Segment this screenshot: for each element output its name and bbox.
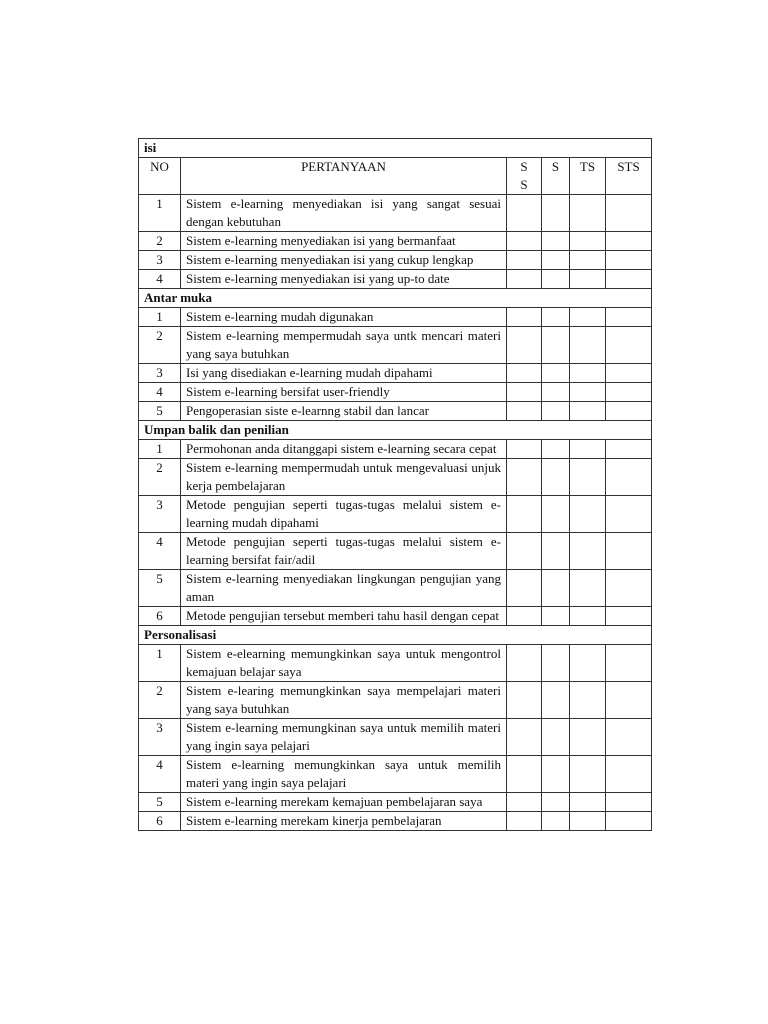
answer-cell-sts[interactable] [606, 195, 652, 232]
header-s: S [542, 158, 570, 195]
answer-cell-ts[interactable] [570, 793, 606, 812]
answer-cell-sts[interactable] [606, 793, 652, 812]
answer-cell-ss[interactable] [507, 719, 542, 756]
answer-cell-s[interactable] [542, 327, 570, 364]
answer-cell-s[interactable] [542, 812, 570, 831]
section-title: Personalisasi [139, 626, 652, 645]
item-number: 4 [139, 270, 181, 289]
answer-cell-sts[interactable] [606, 682, 652, 719]
item-question: Metode pengujian seperti tugas-tugas melalui sistem e-learning mudah dipahami [181, 496, 507, 533]
item-number: 2 [139, 682, 181, 719]
item-question: Metode pengujian seperti tugas-tugas melalui sistem e-learning bersifat fair/adil [181, 533, 507, 570]
table-row [139, 570, 652, 607]
item-number: 5 [139, 570, 181, 607]
answer-cell-s[interactable] [542, 682, 570, 719]
answer-cell-sts[interactable] [606, 496, 652, 533]
answer-cell-ss[interactable] [507, 607, 542, 626]
header-ts: TS [570, 158, 606, 195]
answer-cell-s[interactable] [542, 402, 570, 421]
answer-cell-s[interactable] [542, 645, 570, 682]
header-ss [507, 158, 542, 195]
item-question: Pengoperasian siste e-learnng stabil dan lancar [181, 402, 507, 421]
answer-cell-ss[interactable] [507, 440, 542, 459]
answer-cell-ts[interactable] [570, 607, 606, 626]
item-number: 2 [139, 232, 181, 251]
item-question: Sistem e-learning menyediakan isi yang bermanfaat [181, 232, 507, 251]
item-question: Metode pengujian tersebut memberi tahu hasil dengan cepat [181, 607, 507, 626]
table-row [139, 270, 652, 289]
answer-cell-s[interactable] [542, 364, 570, 383]
item-number: 3 [139, 719, 181, 756]
item-question: Sistem e-learning menyediakan isi yang cukup lengkap [181, 251, 507, 270]
answer-cell-ss[interactable] [507, 812, 542, 831]
answer-cell-ss[interactable] [507, 756, 542, 793]
answer-cell-sts[interactable] [606, 232, 652, 251]
table-row [139, 496, 652, 533]
answer-cell-ss[interactable] [507, 195, 542, 232]
table-row [139, 756, 652, 793]
item-question: Sistem e-learning mempermudah untuk mengevaluasi unjuk kerja pembelajaran [181, 459, 507, 496]
answer-cell-sts[interactable] [606, 812, 652, 831]
table-row [139, 383, 652, 402]
answer-cell-sts[interactable] [606, 440, 652, 459]
answer-cell-ss[interactable] [507, 793, 542, 812]
answer-cell-ts[interactable] [570, 719, 606, 756]
answer-cell-ts[interactable] [570, 251, 606, 270]
item-number: 4 [139, 383, 181, 402]
section-header-row [139, 139, 652, 158]
item-number: 1 [139, 195, 181, 232]
answer-cell-ts[interactable] [570, 682, 606, 719]
answer-cell-sts[interactable] [606, 364, 652, 383]
answer-cell-s[interactable] [542, 383, 570, 402]
section-header-row [139, 626, 652, 645]
answer-cell-ss[interactable] [507, 270, 542, 289]
section-title: isi [139, 139, 652, 158]
item-number: 5 [139, 793, 181, 812]
answer-cell-sts[interactable] [606, 533, 652, 570]
answer-cell-ts[interactable] [570, 308, 606, 327]
answer-cell-sts[interactable] [606, 645, 652, 682]
header-question: PERTANYAAN [181, 158, 507, 195]
answer-cell-ss[interactable] [507, 383, 542, 402]
section-header-row [139, 421, 652, 440]
answer-cell-ts[interactable] [570, 383, 606, 402]
answer-cell-s[interactable] [542, 440, 570, 459]
table-row [139, 251, 652, 270]
answer-cell-sts[interactable] [606, 383, 652, 402]
answer-cell-s[interactable] [542, 756, 570, 793]
section-header-row [139, 289, 652, 308]
answer-cell-ts[interactable] [570, 195, 606, 232]
header-ss-bottom: S [520, 177, 528, 192]
answer-cell-ss[interactable] [507, 232, 542, 251]
item-question: Sistem e-learning mempermudah saya untk mencari materi yang saya butuhkan [181, 327, 507, 364]
header-sts: STS [606, 158, 652, 195]
answer-cell-ts[interactable] [570, 570, 606, 607]
table-row [139, 682, 652, 719]
answer-cell-ts[interactable] [570, 440, 606, 459]
answer-cell-sts[interactable] [606, 719, 652, 756]
table-row [139, 607, 652, 626]
answer-cell-s[interactable] [542, 793, 570, 812]
answer-cell-sts[interactable] [606, 607, 652, 626]
answer-cell-s[interactable] [542, 195, 570, 232]
table-row [139, 402, 652, 421]
header-no: NO [139, 158, 181, 195]
section-title: Umpan balik dan penilian [139, 421, 652, 440]
answer-cell-ss[interactable] [507, 645, 542, 682]
table-row [139, 719, 652, 756]
item-question: Isi yang disediakan e-learning mudah dipahami [181, 364, 507, 383]
item-number: 2 [139, 327, 181, 364]
item-number: 1 [139, 440, 181, 459]
item-number: 3 [139, 251, 181, 270]
item-question: Sistem e-learning menyediakan isi yang sangat sesuai dengan kebutuhan [181, 195, 507, 232]
answer-cell-s[interactable] [542, 459, 570, 496]
item-number: 1 [139, 645, 181, 682]
section-title: Antar muka [139, 289, 652, 308]
answer-cell-ss[interactable] [507, 402, 542, 421]
item-number: 3 [139, 364, 181, 383]
answer-cell-ss[interactable] [507, 327, 542, 364]
table-row [139, 364, 652, 383]
table-row [139, 327, 652, 364]
answer-cell-s[interactable] [542, 496, 570, 533]
answer-cell-s[interactable] [542, 270, 570, 289]
item-question: Sistem e-learning mudah digunakan [181, 308, 507, 327]
item-question: Permohonan anda ditanggapi sistem e-learning secara cepat [181, 440, 507, 459]
header-ss-top: S [520, 159, 528, 174]
answer-cell-s[interactable] [542, 251, 570, 270]
item-number: 6 [139, 607, 181, 626]
answer-cell-s[interactable] [542, 533, 570, 570]
answer-cell-sts[interactable] [606, 756, 652, 793]
item-question: Sistem e-learning memungkinan saya untuk memilih materi yang ingin saya pelajari [181, 719, 507, 756]
table-row [139, 533, 652, 570]
answer-cell-ss[interactable] [507, 459, 542, 496]
table-row [139, 308, 652, 327]
answer-cell-s[interactable] [542, 570, 570, 607]
item-question: Sistem e-learning menyediakan lingkungan pengujian yang aman [181, 570, 507, 607]
answer-cell-ss[interactable] [507, 682, 542, 719]
answer-cell-s[interactable] [542, 607, 570, 626]
item-question: Sistem e-learning menyediakan isi yang up-to date [181, 270, 507, 289]
item-question: Sistem e-learing memungkinkan saya mempelajari materi yang saya butuhkan [181, 682, 507, 719]
item-question: Sistem e-learning merekam kemajuan pembelajaran saya [181, 793, 507, 812]
answer-cell-sts[interactable] [606, 402, 652, 421]
column-header-row [139, 158, 652, 195]
answer-cell-ss[interactable] [507, 533, 542, 570]
answer-cell-sts[interactable] [606, 251, 652, 270]
answer-cell-s[interactable] [542, 719, 570, 756]
item-number: 6 [139, 812, 181, 831]
item-number: 1 [139, 308, 181, 327]
answer-cell-ss[interactable] [507, 364, 542, 383]
answer-cell-ts[interactable] [570, 496, 606, 533]
table-row [139, 793, 652, 812]
answer-cell-ts[interactable] [570, 232, 606, 251]
item-number: 3 [139, 496, 181, 533]
answer-cell-ts[interactable] [570, 756, 606, 793]
table-row [139, 440, 652, 459]
table-row [139, 459, 652, 496]
answer-cell-ts[interactable] [570, 364, 606, 383]
answer-cell-ts[interactable] [570, 270, 606, 289]
item-question: Sistem e-elearning memungkinkan saya untuk mengontrol kemajuan belajar saya [181, 645, 507, 682]
item-question: Sistem e-learning bersifat user-friendly [181, 383, 507, 402]
item-number: 5 [139, 402, 181, 421]
table-row [139, 812, 652, 831]
questionnaire-body [139, 139, 652, 831]
answer-cell-sts[interactable] [606, 459, 652, 496]
answer-cell-sts[interactable] [606, 270, 652, 289]
item-question: Sistem e-learning merekam kinerja pembelajaran [181, 812, 507, 831]
answer-cell-ss[interactable] [507, 251, 542, 270]
answer-cell-ts[interactable] [570, 402, 606, 421]
item-number: 4 [139, 533, 181, 570]
answer-cell-sts[interactable] [606, 570, 652, 607]
item-number: 2 [139, 459, 181, 496]
item-question: Sistem e-learning memungkinkan saya untuk memilih materi yang ingin saya pelajari [181, 756, 507, 793]
table-row [139, 645, 652, 682]
table-row [139, 195, 652, 232]
answer-cell-ts[interactable] [570, 812, 606, 831]
answer-cell-ss[interactable] [507, 496, 542, 533]
table-row [139, 232, 652, 251]
answer-cell-sts[interactable] [606, 327, 652, 364]
answer-cell-s[interactable] [542, 232, 570, 251]
answer-cell-ts[interactable] [570, 327, 606, 364]
answer-cell-sts[interactable] [606, 308, 652, 327]
answer-cell-ss[interactable] [507, 308, 542, 327]
answer-cell-ts[interactable] [570, 645, 606, 682]
answer-cell-ts[interactable] [570, 459, 606, 496]
answer-cell-ts[interactable] [570, 533, 606, 570]
questionnaire-table [138, 138, 652, 831]
answer-cell-s[interactable] [542, 308, 570, 327]
answer-cell-ss[interactable] [507, 570, 542, 607]
item-number: 4 [139, 756, 181, 793]
